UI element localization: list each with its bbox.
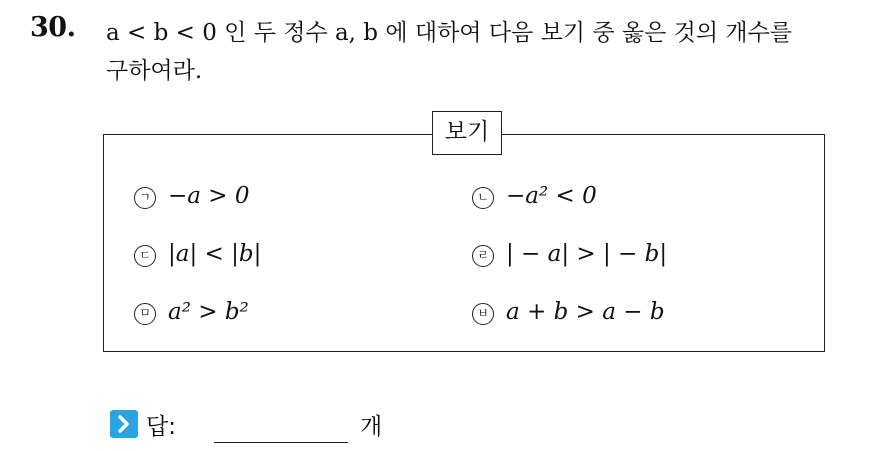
- item-expression: | − a| > | − b|: [506, 241, 668, 267]
- item-marker: ㅂ: [472, 303, 494, 325]
- answer-blank-field[interactable]: [214, 442, 348, 443]
- bogi-item-3: [134, 241, 261, 267]
- question-text-line1: a < b < 0 인 두 정수 a, b 에 대하여 다음 보기 중 옳은 것의 개수를: [106, 20, 793, 46]
- bogi-item-2: [472, 183, 597, 209]
- answer-unit: 개: [360, 414, 383, 440]
- item-expression: −a² < 0: [506, 183, 597, 209]
- item-expression: |a| < |b|: [168, 241, 262, 267]
- question-text-line2: 구하여라.: [106, 58, 203, 84]
- item-expression: −a > 0: [168, 183, 250, 209]
- chevron-right-icon: [110, 410, 138, 438]
- bogi-item-6: [472, 299, 665, 325]
- item-marker: ㄱ: [134, 187, 156, 209]
- bogi-box: [103, 119, 825, 352]
- bogi-item-5: [134, 299, 249, 325]
- question-text: [106, 14, 866, 90]
- bogi-title: 보기: [432, 111, 502, 155]
- bogi-item-4: [472, 241, 667, 267]
- item-marker: ㄷ: [134, 245, 156, 267]
- question-number: 30.: [30, 12, 76, 43]
- item-marker: ㄴ: [472, 187, 494, 209]
- item-marker: ㄹ: [472, 245, 494, 267]
- item-marker: ㅁ: [134, 303, 156, 325]
- bogi-item-1: [134, 183, 250, 209]
- item-expression: a² > b²: [168, 299, 249, 325]
- item-expression: a + b > a − b: [506, 299, 665, 325]
- answer-label: 답:: [146, 414, 176, 440]
